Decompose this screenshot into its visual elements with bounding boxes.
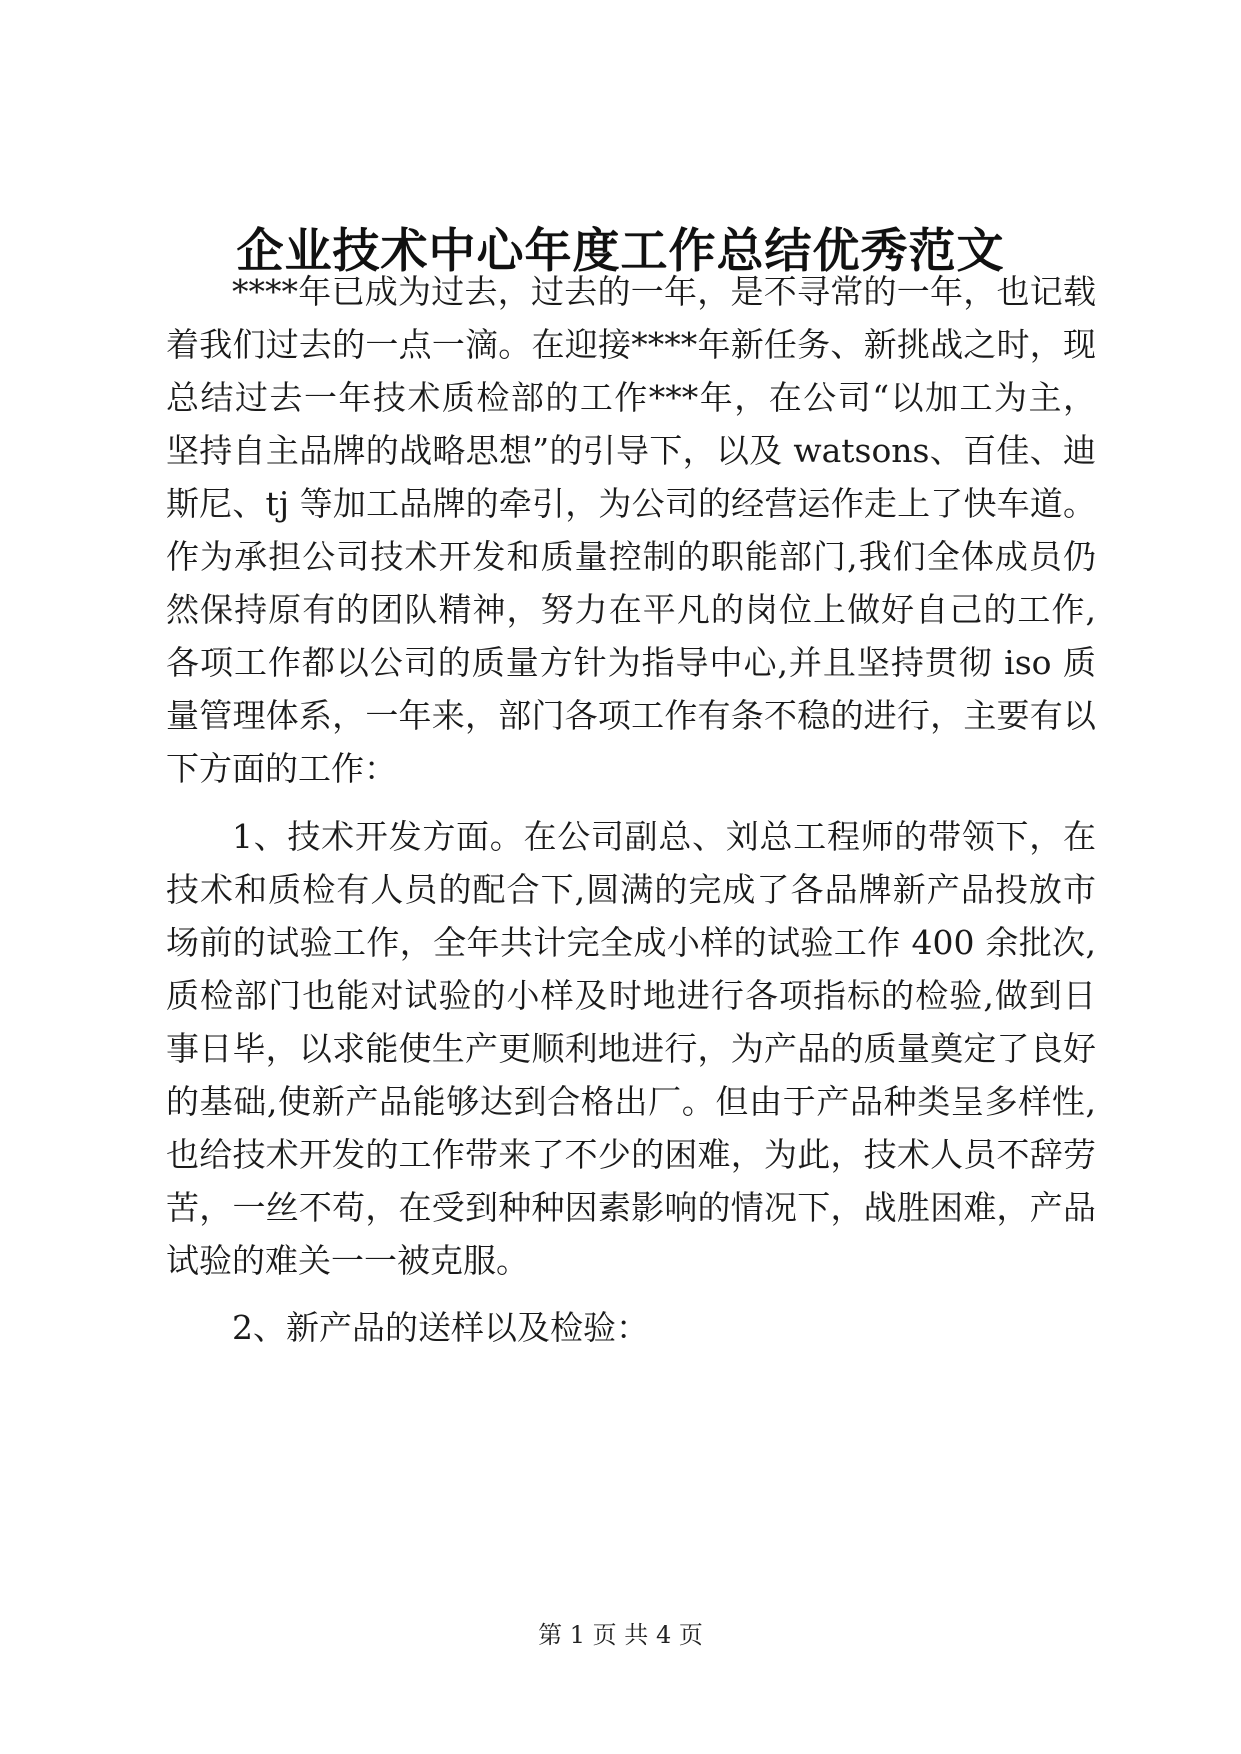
document-title: 企业技术中心年度工作总结优秀范文 [236, 224, 1005, 279]
paragraph-line: 场前的试验工作，全年共计完全成小样的试验工作 400 余批次, [166, 923, 1096, 962]
paragraph-line: 试验的难关一一被克服。 [166, 1241, 529, 1280]
paragraph-line: ****年已成为过去，过去的一年，是不寻常的一年，也记载 [232, 272, 1096, 311]
paragraph-line: 事日毕，以求能使生产更顺利地进行，为产品的质量奠定了良好 [166, 1029, 1096, 1068]
paragraph-line: 然保持原有的团队精神，努力在平凡的岗位上做好自己的工作, [166, 590, 1096, 629]
paragraph-line: 作为承担公司技术开发和质量控制的职能部门,我们全体成员仍 [166, 537, 1096, 576]
paragraph-line: 各项工作都以公司的质量方针为指导中心,并且坚持贯彻 iso 质 [166, 643, 1096, 682]
page-footer: 第 1 页 共 4 页 [538, 1621, 703, 1649]
paragraph-line: 量管理体系，一年来，部门各项工作有条不稳的进行，主要有以 [166, 696, 1096, 735]
paragraph-line: 技术和质检有人员的配合下,圆满的完成了各品牌新产品投放市 [166, 870, 1096, 909]
paragraph-line: 坚持自主品牌的战略思想”的引导下，以及 watsons、百佳、迪 [166, 431, 1096, 470]
paragraph-line: 质检部门也能对试验的小样及时地进行各项指标的检验,做到日 [166, 976, 1096, 1015]
paragraph-line: 总结过去一年技术质检部的工作***年，在公司“以加工为主， [166, 378, 1096, 417]
paragraph-line: 也给技术开发的工作带来了不少的困难，为此，技术人员不辞劳 [166, 1135, 1096, 1174]
paragraph-line: 着我们过去的一点一滴。在迎接****年新任务、新挑战之时，现 [166, 325, 1096, 364]
paragraph-line: 斯尼、tj 等加工品牌的牵引，为公司的经营运作走上了快车道。 [166, 484, 1096, 523]
paragraph-line: 苦，一丝不苟，在受到种种因素影响的情况下，战胜困难，产品 [166, 1188, 1096, 1227]
paragraph-line: 1、技术开发方面。在公司副总、刘总工程师的带领下，在 [232, 817, 1096, 856]
paragraph-line: 2、新产品的送样以及检验： [232, 1308, 649, 1347]
paragraph-line: 的基础,使新产品能够达到合格出厂。但由于产品种类呈多样性, [166, 1082, 1096, 1121]
paragraph-line: 下方面的工作： [166, 749, 397, 788]
